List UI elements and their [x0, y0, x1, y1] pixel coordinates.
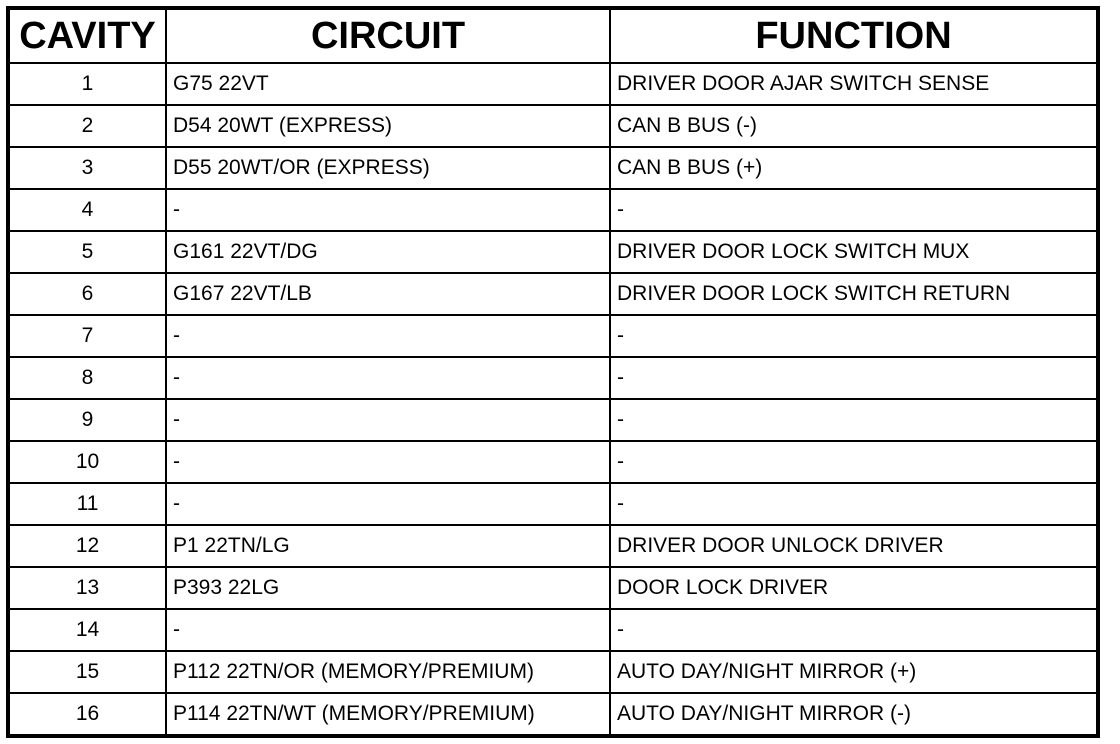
table-row	[8, 441, 1098, 483]
function-cell: CAN B BUS (-)	[610, 105, 1098, 147]
table-row	[8, 273, 1098, 315]
function-cell: -	[610, 441, 1098, 483]
function-cell: DRIVER DOOR LOCK SWITCH RETURN	[610, 273, 1098, 315]
function-cell: -	[610, 315, 1098, 357]
function-header: FUNCTION	[610, 8, 1098, 63]
table-row	[8, 231, 1098, 273]
function-cell: DRIVER DOOR LOCK SWITCH MUX	[610, 231, 1098, 273]
circuit-cell: -	[166, 483, 610, 525]
function-cell: DRIVER DOOR UNLOCK DRIVER	[610, 525, 1098, 567]
circuit-cell: G167 22VT/LB	[166, 273, 610, 315]
table-row	[8, 399, 1098, 441]
function-cell: AUTO DAY/NIGHT MIRROR (-)	[610, 693, 1098, 736]
function-cell: CAN B BUS (+)	[610, 147, 1098, 189]
function-cell: -	[610, 483, 1098, 525]
table-row	[8, 315, 1098, 357]
cavity-cell: 11	[8, 483, 166, 525]
function-cell: -	[610, 189, 1098, 231]
function-cell: -	[610, 399, 1098, 441]
circuit-cell: -	[166, 315, 610, 357]
table-row	[8, 651, 1098, 693]
table-row	[8, 147, 1098, 189]
function-cell: DOOR LOCK DRIVER	[610, 567, 1098, 609]
circuit-cell: D54 20WT (EXPRESS)	[166, 105, 610, 147]
circuit-cell: P393 22LG	[166, 567, 610, 609]
cavity-cell: 16	[8, 693, 166, 736]
cavity-cell: 10	[8, 441, 166, 483]
table-row	[8, 693, 1098, 736]
circuit-cell: -	[166, 441, 610, 483]
header-row	[8, 8, 1098, 63]
cavity-cell: 12	[8, 525, 166, 567]
cavity-cell: 9	[8, 399, 166, 441]
function-cell: -	[610, 357, 1098, 399]
cavity-cell: 8	[8, 357, 166, 399]
cavity-cell: 7	[8, 315, 166, 357]
cavity-cell: 2	[8, 105, 166, 147]
table-row	[8, 483, 1098, 525]
circuit-cell: G75 22VT	[166, 63, 610, 105]
connector-pinout-table	[6, 6, 1100, 738]
cavity-cell: 4	[8, 189, 166, 231]
table-row	[8, 609, 1098, 651]
cavity-cell: 13	[8, 567, 166, 609]
function-cell: -	[610, 609, 1098, 651]
circuit-cell: -	[166, 399, 610, 441]
table-row	[8, 63, 1098, 105]
cavity-cell: 5	[8, 231, 166, 273]
cavity-cell: 15	[8, 651, 166, 693]
circuit-cell: -	[166, 189, 610, 231]
circuit-cell: P114 22TN/WT (MEMORY/PREMIUM)	[166, 693, 610, 736]
circuit-cell: G161 22VT/DG	[166, 231, 610, 273]
cavity-header: CAVITY	[8, 8, 166, 63]
table-row	[8, 105, 1098, 147]
circuit-cell: -	[166, 357, 610, 399]
circuit-cell: P1 22TN/LG	[166, 525, 610, 567]
circuit-cell: -	[166, 609, 610, 651]
function-cell: AUTO DAY/NIGHT MIRROR (+)	[610, 651, 1098, 693]
circuit-cell: D55 20WT/OR (EXPRESS)	[166, 147, 610, 189]
cavity-cell: 1	[8, 63, 166, 105]
cavity-cell: 3	[8, 147, 166, 189]
table-row	[8, 189, 1098, 231]
table-row	[8, 525, 1098, 567]
cavity-cell: 6	[8, 273, 166, 315]
table-row	[8, 567, 1098, 609]
table-row	[8, 357, 1098, 399]
circuit-cell: P112 22TN/OR (MEMORY/PREMIUM)	[166, 651, 610, 693]
function-cell: DRIVER DOOR AJAR SWITCH SENSE	[610, 63, 1098, 105]
circuit-header: CIRCUIT	[166, 8, 610, 63]
cavity-cell: 14	[8, 609, 166, 651]
